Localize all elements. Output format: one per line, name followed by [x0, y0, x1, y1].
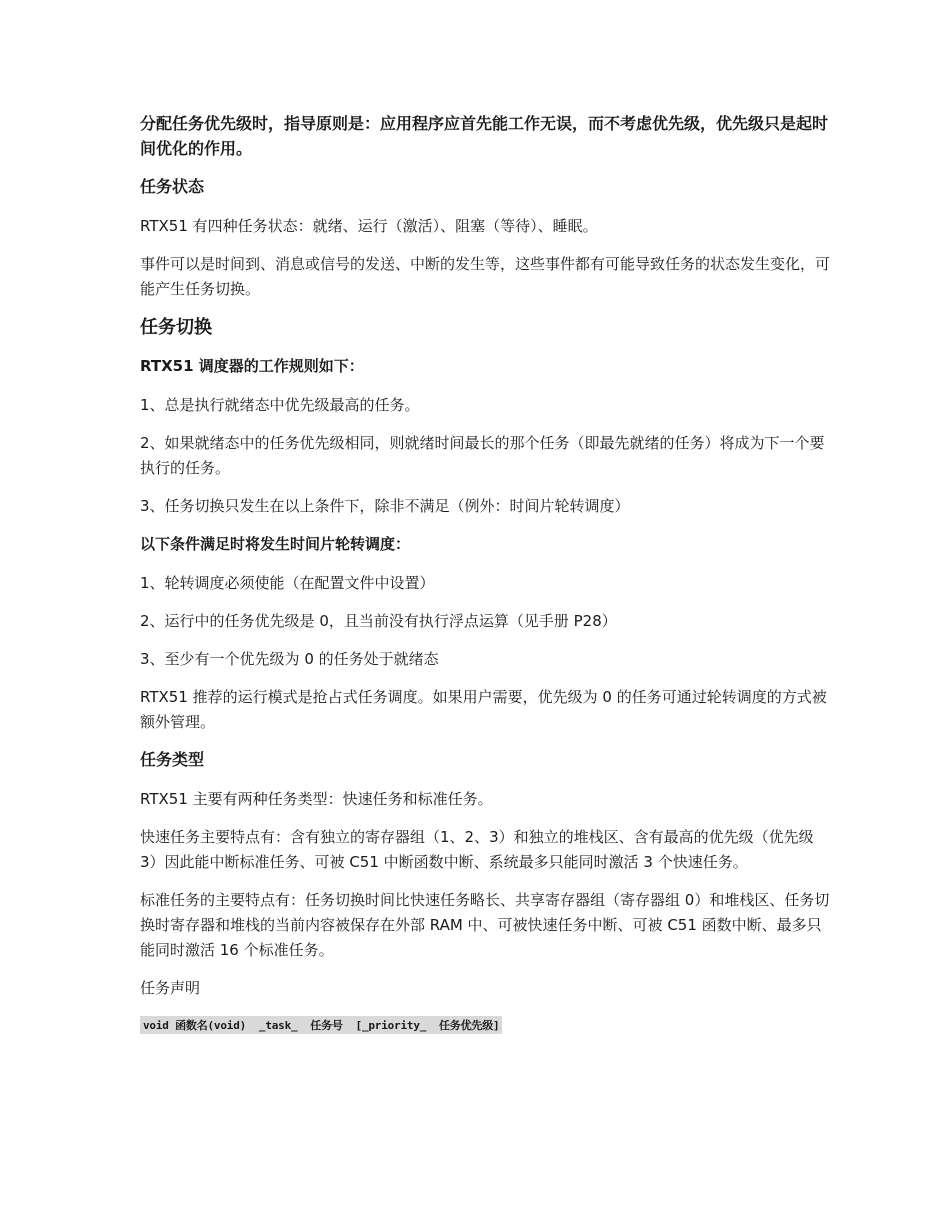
types-paragraph-1: RTX51 主要有两种任务类型：快速任务和标准任务。: [140, 790, 493, 808]
heading-task-switch: 任务切换: [140, 317, 212, 338]
types-paragraph-fast: 快速任务主要特点有：含有独立的寄存器组（1、2、3）和独立的堆栈区、含有最高的优先级（优先级 3）因此能中断标准任务、可被 C51 中断函数中断、系统最多只能同时激活 3 个快速任务。: [140, 828, 814, 871]
rule-item-1: 1、总是执行就绪态中优先级最高的任务。: [140, 396, 420, 414]
heading-round-robin: 以下条件满足时将发生时间片轮转调度：: [140, 535, 411, 553]
rule-item-2: 2、如果就绪态中的任务优先级相同，则就绪时间最长的那个任务（即最先就绪的任务）将成为下一个要执行的任务。: [140, 434, 825, 477]
rr-condition-1: 1、轮转调度必须使能（在配置文件中设置）: [140, 574, 435, 592]
types-paragraph-standard: 标准任务的主要特点有：任务切换时间比快速任务略长、共享寄存器组（寄存器组 0）和堆栈区、任务切换时寄存器和堆栈的当前内容被保存在外部 RAM 中、可被快速任务中断、可被 C51 函数中断、最多只能同时激活 16 个标准任务。: [140, 891, 830, 959]
rr-condition-3: 3、至少有一个优先级为 0 的任务处于就绪态: [140, 650, 439, 668]
declaration-code: void 函数名(void) _task_ 任务号 [_priority_ 任务优先级]: [140, 1016, 502, 1034]
document-page: [140, 111, 830, 1034]
intro-paragraph: 分配任务优先级时，指导原则是：应用程序应首先能工作无误，而不考虑优先级，优先级只是起时间优化的作用。: [140, 114, 829, 158]
heading-task-states: 任务状态: [140, 177, 205, 196]
rr-note-paragraph: RTX51 推荐的运行模式是抢占式任务调度。如果用户需要，优先级为 0 的任务可通过轮转调度的方式被额外管理。: [140, 688, 827, 731]
states-paragraph-2: 事件可以是时间到、消息或信号的发送、中断的发生等，这些事件都有可能导致任务的状态发生变化，可能产生任务切换。: [140, 255, 831, 298]
rr-condition-2: 2、运行中的任务优先级是 0，且当前没有执行浮点运算（见手册 P28）: [140, 612, 617, 630]
heading-task-declaration: 任务声明: [140, 979, 201, 997]
heading-task-types: 任务类型: [140, 750, 205, 769]
heading-scheduler-rules: RTX51 调度器的工作规则如下：: [140, 357, 364, 375]
states-paragraph-1: RTX51 有四种任务状态：就绪、运行（激活）、阻塞（等待）、睡眠。: [140, 217, 598, 235]
rule-item-3: 3、任务切换只发生在以上条件下，除非不满足（例外：时间片轮转调度）: [140, 497, 630, 515]
declaration-line: [140, 1014, 830, 1034]
